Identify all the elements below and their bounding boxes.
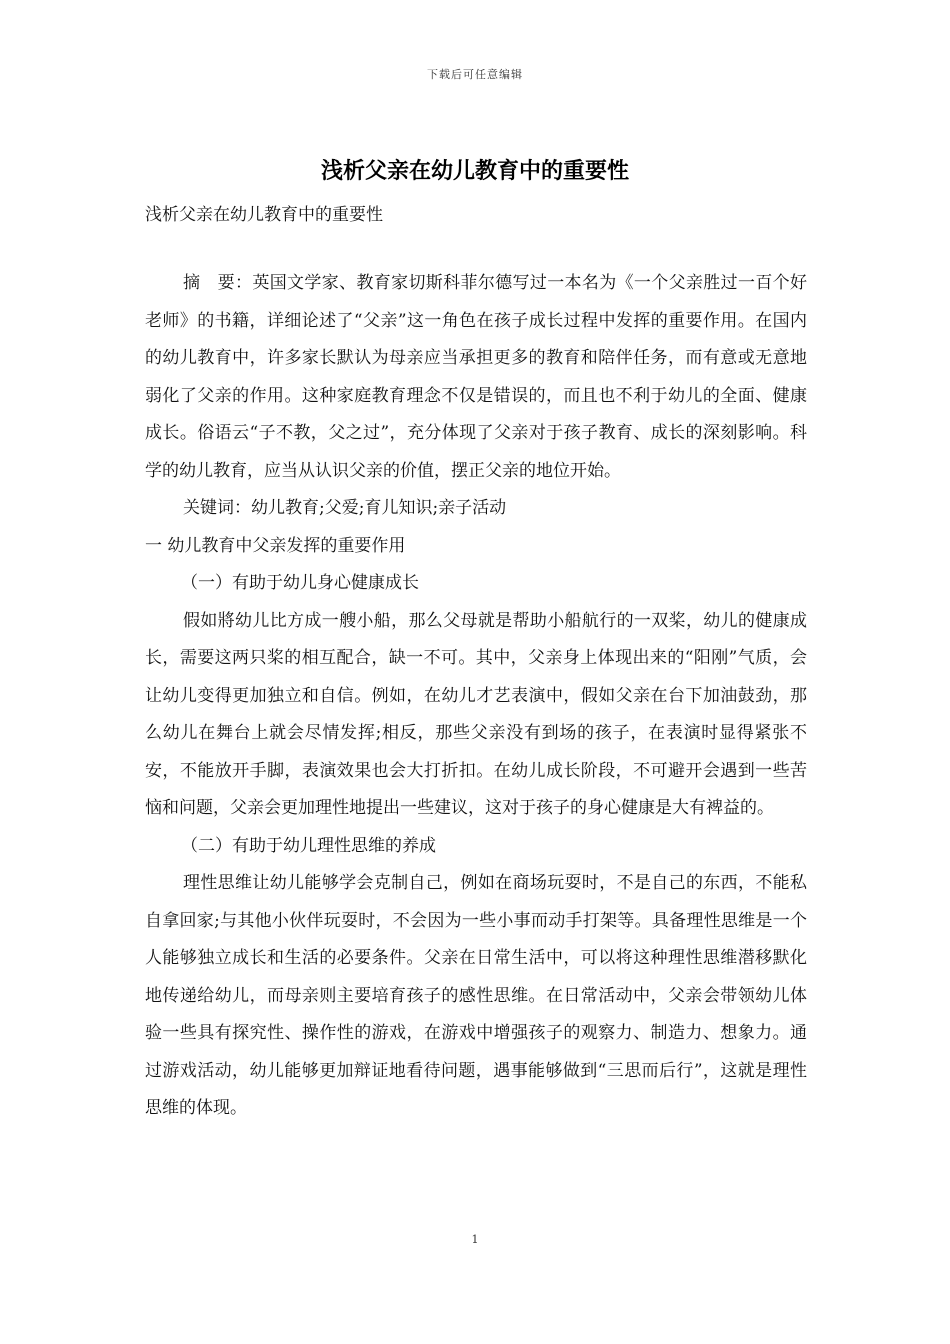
keywords-line: 关键词：幼儿教育;父爱;育儿知识;亲子活动 (183, 498, 507, 518)
subsection-heading-1: （一）有助于幼儿身心健康成长 (181, 573, 419, 593)
page-number: 1 (471, 1233, 479, 1246)
abstract-paragraph: 摘 要：英国文学家、教育家切斯科菲尔德写过一本名为《一个父亲胜过一百个好老师》的书籍，详细论述了“父亲”这一角色在孩子成长过程中发挥的重要作用。在国内的幼儿教育中，许多家长默认为母亲应当承担更多的教育和陪伴任务，而有意或无意地弱化了父亲的作用。这种家庭教育理念不仅是错误的，而且也不利于幼儿的全面、健康成长。俗语云“子不教，父之过”，充分体现了父亲对于孩子教育、成长的深刻影响。科学的幼儿教育，应当从认识父亲的价值，摆正父亲的地位开始。 (145, 273, 807, 481)
document-title: 浅析父亲在幼儿教育中的重要性 (320, 158, 629, 184)
page-header: 下载后可任意编辑 (427, 68, 523, 81)
subsection-body-2: 理性思维让幼儿能够学会克制自己，例如在商场玩耍时，不是自己的东西，不能私自拿回家;与其他小伙伴玩耍时，不会因为一些小事而动手打架等。具备理性思维是一个人能够独立成长和生活的必要条件。父亲在日常生活中，可以将这种理性思维潜移默化地传递给幼儿，而母亲则主要培育孩子的感性思维。在日常活动中，父亲会带领幼儿体验一些具有探究性、操作性的游戏，在游戏中增强孩子的观察力、制造力、想象力。通过游戏活动，幼儿能够更加辩证地看待问题，遇事能够做到“三思而后行”，这就是理性思维的体现。 (145, 873, 807, 1118)
document-body (145, 265, 807, 1128)
subsection-body-1: 假如將幼儿比方成一艘小船，那么父母就是帮助小船航行的一双桨，幼儿的健康成长，需要这两只桨的相互配合，缺一不可。其中，父亲身上体现出来的“阳刚”气质，会让幼儿变得更加独立和自信。例如，在幼儿才艺表演中，假如父亲在台下加油鼓劲，那么幼儿在舞台上就会尽情发挥;相反，那些父亲没有到场的孩子，在表演时显得紧张不安，不能放开手脚，表演效果也会大打折扣。在幼儿成长阶段，不可避开会遇到一些苦恼和问题，父亲会更加理性地提出一些建议，这对于孩子的身心健康是大有裨益的。 (145, 610, 807, 818)
document-subtitle: 浅析父亲在幼儿教育中的重要性 (145, 205, 383, 225)
section-heading-1: 一 幼儿教育中父亲发挥的重要作用 (145, 535, 406, 556)
subsection-heading-2: （二）有助于幼儿理性思维的养成 (181, 835, 436, 856)
